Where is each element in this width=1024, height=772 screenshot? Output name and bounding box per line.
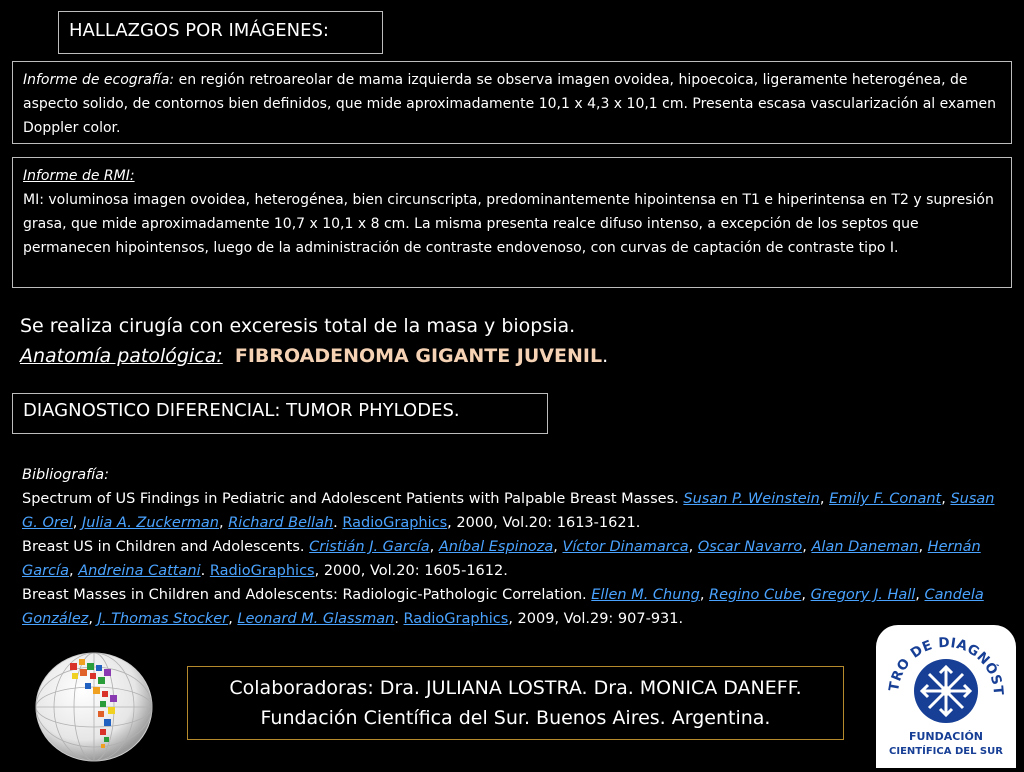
surgery-section [20, 311, 608, 371]
author-link[interactable]: Regino Cube [709, 587, 802, 603]
title-box [58, 11, 383, 54]
author-link[interactable]: Víctor Dinamarca [562, 539, 689, 555]
collaborators-line: Colaboradoras: Dra. JULIANA LOSTRA. Dra. MONICA DANEFF. [229, 677, 802, 699]
mri-report-box [12, 157, 1012, 288]
ultrasound-report-label: Informe de ecografía: [23, 72, 175, 88]
author-link[interactable]: Candela González [22, 587, 984, 627]
reference-title: Spectrum of US Findings in Pediatric and Adolescent Patients with Palpable Breast Masses. [22, 491, 684, 507]
author-link[interactable]: Alan Daneman [811, 539, 919, 555]
reference-1: Spectrum of US Findings in Pediatric and Adolescent Patients with Palpable Breast Masses. Susan P. Weinstein, Emily F. Conant, Susan G. Orel, Julia A. Zuckerman, Richard Bellah. RadioGraphics, 2000, Vol.20: 1613-1621. [22, 491, 995, 531]
mri-report-text: MI: voluminosa imagen ovoidea, heterogénea, bien circunscripta, predominantemente hipointensa en T1 e hiperintensa en T2 y supresión grasa, que mide aproximadamente 10,7 x 10,1 x 8 cm. La misma presenta realce difuso intenso, a excepción de los septos que permanecen hipointensos, luego de la administración de contraste endovenoso, con curvas de captación de contraste tipo I. [23, 192, 994, 256]
author-link[interactable]: Gregory J. Hall [810, 587, 916, 603]
author-link[interactable]: Andreina Cattani [78, 563, 201, 579]
reference-details: , 2000, Vol.20: 1605-1612. [314, 563, 508, 579]
pathology-diagnosis: FIBROADENOMA GIGANTE JUVENIL [234, 345, 603, 367]
author-link[interactable]: Susan G. Orel [22, 491, 995, 531]
bibliography-label: Bibliografía: [22, 467, 110, 483]
author-link[interactable]: Aníbal Espinoza [438, 539, 554, 555]
differential-diagnosis: DIAGNOSTICO DIFERENCIAL: TUMOR PHYLODES. [23, 400, 460, 421]
author-link[interactable]: Susan P. Weinstein [683, 491, 820, 507]
reference-title: Breast Masses in Children and Adolescents: Radiologic-Pathologic Correlation. [22, 587, 592, 603]
author-link[interactable]: Cristián J. García [309, 539, 430, 555]
author-link[interactable]: Leonard M. Glassman [237, 611, 395, 627]
author-link[interactable]: Julia A. Zuckerman [82, 515, 219, 531]
fundacion-logo [876, 625, 1016, 768]
diagnostic-center-logo-icon [876, 625, 1016, 768]
reference-details: , 2000, Vol.20: 1613-1621. [447, 515, 641, 531]
page-title: HALLAZGOS POR IMÁGENES: [69, 20, 329, 41]
logo-line-1: FUNDACIÓN [908, 730, 984, 743]
differential-diagnosis-box [12, 393, 548, 434]
author-link[interactable]: Ellen M. Chung [591, 587, 700, 603]
author-link[interactable]: Oscar Navarro [697, 539, 803, 555]
bibliography [22, 463, 1002, 631]
author-link[interactable]: Hernán García [22, 539, 981, 579]
collaborators-box [187, 666, 844, 740]
pathology-label: Anatomía patológica: [20, 345, 223, 367]
pathology-line [20, 341, 608, 371]
reference-2: Breast US in Children and Adolescents. Cristián J. García, Aníbal Espinoza, Víctor Dinamarca, Oscar Navarro, Alan Daneman, Hernán García, Andreina Cattani. RadioGraphics, 2000, Vol.20: 1605-1612. [22, 539, 981, 579]
journal-link[interactable]: RadioGraphics [342, 515, 448, 531]
journal-link[interactable]: RadioGraphics [403, 611, 509, 627]
ultrasound-report-text: en región retroareolar de mama izquierda se observa imagen ovoidea, hipoecoica, ligeramente heterogénea, de aspecto solido, de contornos bien definidos, que mide aproximadamente 10,1 x 4,3 x 10,1 cm. Presenta escasa vascularización al examen Doppler color. [23, 72, 996, 136]
globe-logo-icon [30, 645, 158, 763]
reference-details: , 2009, Vol.29: 907-931. [508, 611, 684, 627]
mri-report-label: Informe de RMI: [23, 168, 135, 184]
ultrasound-report-box [12, 61, 1012, 144]
surgery-text: Se realiza cirugía con exceresis total de la masa y biopsia. [20, 315, 576, 337]
reference-3: Breast Masses in Children and Adolescents: Radiologic-Pathologic Correlation. Ellen M. Chung, Regino Cube, Gregory J. Hall, Candela González, J. Thomas Stocker, Leonard M. Glassman. RadioGraphics, 2009, Vol.29: 907-931. [22, 587, 984, 627]
author-link[interactable]: Richard Bellah [228, 515, 334, 531]
logo-arc-text: TRO DE DIAGNÓST [886, 634, 1007, 697]
author-link[interactable]: J. Thomas Stocker [97, 611, 229, 627]
author-link[interactable]: Emily F. Conant [829, 491, 942, 507]
foundation-line: Fundación Científica del Sur. Buenos Aires. Argentina. [260, 707, 771, 729]
logo-line-2: CIENTÍFICA DEL SUR [889, 746, 1003, 757]
reference-title: Breast US in Children and Adolescents. [22, 539, 310, 555]
journal-link[interactable]: RadioGraphics [209, 563, 315, 579]
pathology-end: . [602, 345, 609, 367]
